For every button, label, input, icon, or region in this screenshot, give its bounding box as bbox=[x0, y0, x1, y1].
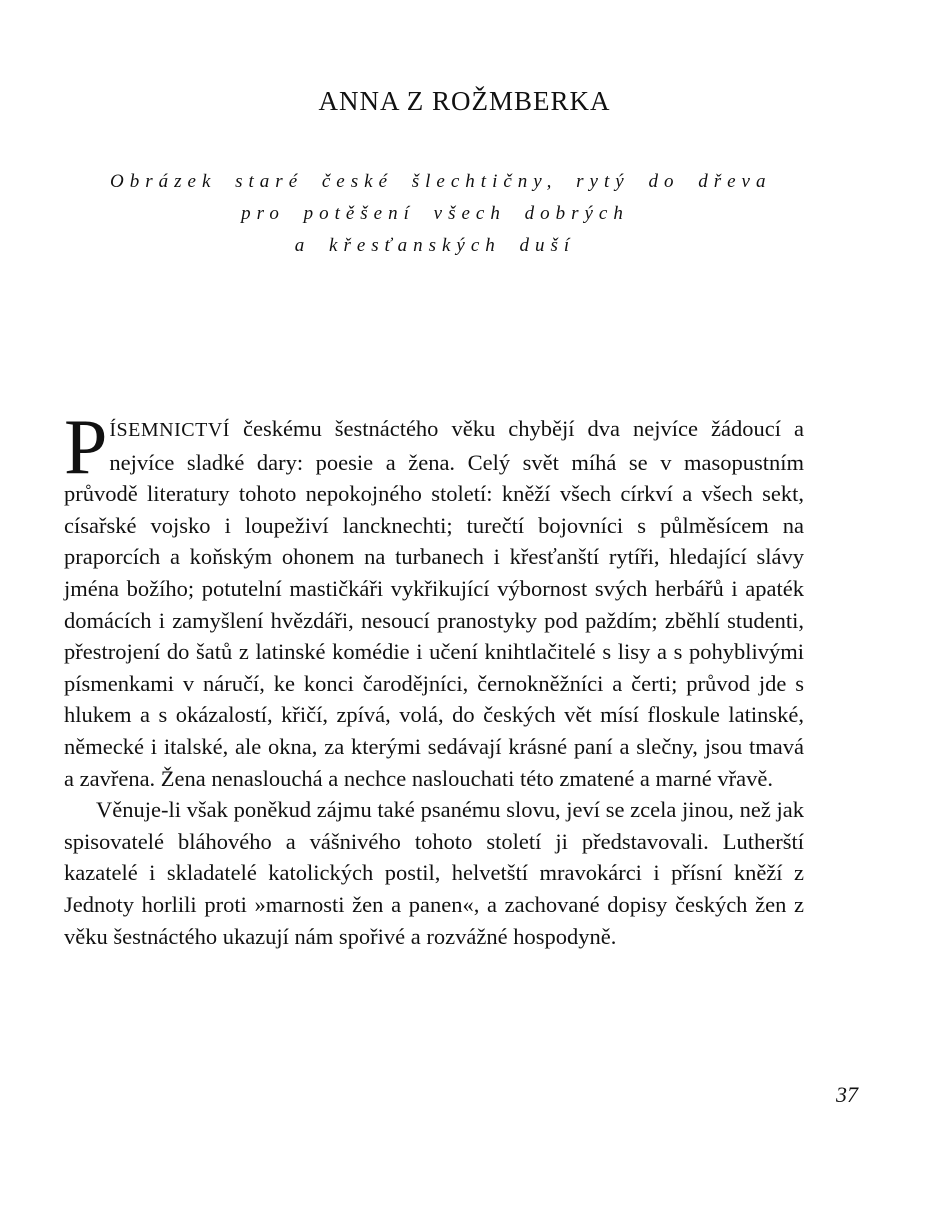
subtitle-line-3: a křesťanských duší bbox=[294, 235, 576, 256]
paragraph-2: Věnuje-li však poněkud zájmu také psanému slovu, jeví se zcela jinou, než jak spisovatelé bláhového a vášnivého tohoto století ji představovali. Lutherští kazatelé i skladatelé katolických postil, helvetští mravokárci i přísní kněží z Jednoty horlili proti »marnosti žen a panen«, a zachované dopisy českých žen z věku šestnáctého ukazují nám spořivé a rozvážné hospodyně. bbox=[64, 797, 804, 949]
lead-word: ÍSEMNICTVÍ bbox=[109, 419, 230, 441]
drop-cap: P bbox=[64, 403, 108, 490]
subtitle-line-2: pro potěšení všech dobrých bbox=[241, 203, 629, 224]
paragraph-1-text: českému šestnáctého věku chybějí dva nejvíce žádoucí a nejvíce sladké dary: poesie a žena. Celý svět míhá se v masopustním průvodě literatury tohoto nepokojného století: kněží všech církví a všech sekt, císařské vojsko i loupeživí lancknechti; turečtí bojovníci s půlměsícem na praporcích a koňským ohonem na turbanech i křesťanští rytíři, hledající slávy jména božího; potutelní mastičkáři vykřikující výbornost svých herbářů i apaték domácích i zamyšlení hvězdáři, nesoucí pranostyky pod paždím; zběhlí studenti, přestrojení do šatů z latinské komédie i učení knihtlačitelé s lisy a s pohyblivými písmenkami v náručí, ke konci čarodějníci, černokněžníci a čerti; průvod jde s hlukem a s okázalostí, křičí, zpívá, volá, do českých vět mísí floskule latinské, německé i italské, ale okna, za kterými sedávají krásné paní a slečny, jsou tmavá a zavřena. Žena nenaslouchá a nechce naslouchati této zmatené a marné vřavě. bbox=[64, 416, 804, 791]
body-text bbox=[64, 403, 804, 952]
page-number: 37 bbox=[836, 1082, 858, 1107]
paragraph-1 bbox=[64, 403, 804, 794]
chapter-subtitle bbox=[110, 166, 772, 262]
subtitle-line-1: Obrázek staré české šlechtičny, rytý do dřeva bbox=[110, 171, 772, 192]
chapter-title: ANNA Z ROŽMBERKA bbox=[318, 86, 611, 116]
